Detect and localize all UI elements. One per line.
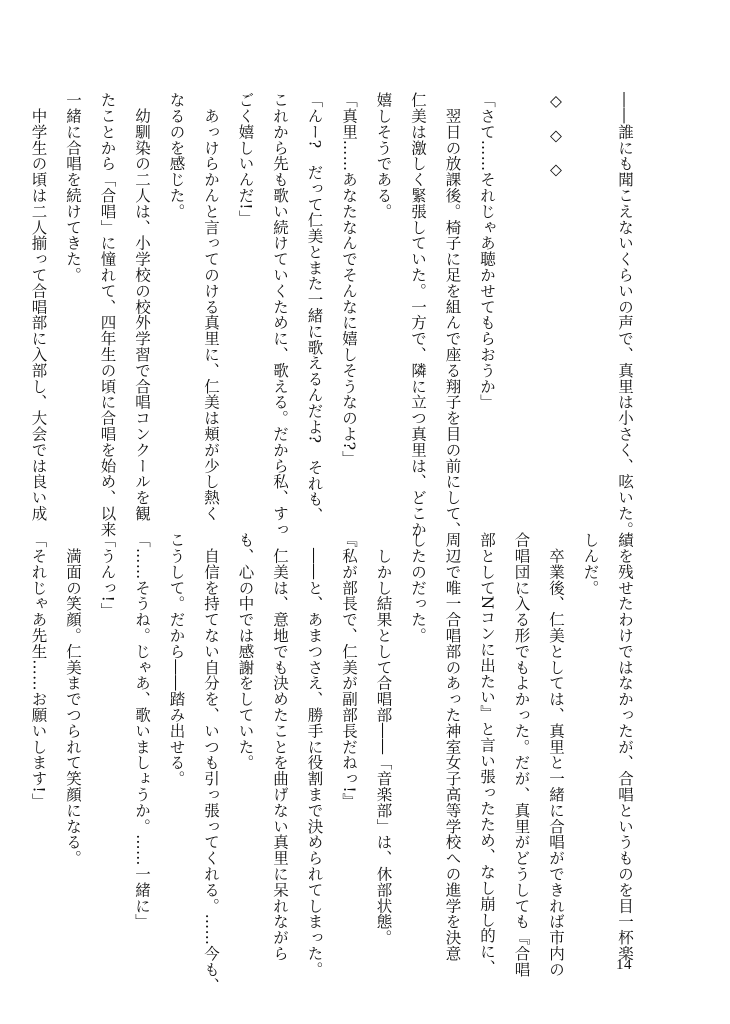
text-line: 卒業後、仁美としては、真里と一緒に合唱ができれば市内の [547,532,565,978]
text-line: 翌日の放課後。椅子に足を組んで座る翔子を目の前にして、 [443,92,462,538]
text-line: 「それじゃあ先生……お願いします!」 [29,532,48,809]
text-block-upper [29,92,642,538]
text-line: したのだった。 [409,532,427,644]
text-line: あっけらかんと言ってのける真里に、仁美は頬が少し熱く [202,92,220,522]
text-line: 『私が部長で、仁美が副部長だねっ!』 [340,532,358,809]
text-line: 仁美は、意地でも決めたことを曲げない真里に呆れながら [271,532,289,962]
text-line: しんだ。 [581,532,600,596]
text-line: 自信を持てない自分を、いつも引っ張ってくれる。……今も、 [202,532,220,994]
text-line: 中学生の頃は二人揃って合唱部に入部し、大会では良い成 [29,92,48,522]
text-line: 「さて……それじゃあ聴かせてもらおうか」 [478,92,496,410]
text-line: 「うんっ!」 [98,532,117,619]
text-line: たことから「合唱」に憧れて、四年生の頃に合唱を始め、以来 [98,92,117,538]
text-line: 績を残せたわけではなかったが、合唱というものを目一杯楽 [616,532,634,962]
text-line: 「真里……あなたなんでそんなに嬉しそうなのよ?」 [340,92,358,467]
text-line [573,92,608,502]
text-line: 仁美は激しく緊張していた。一方で、隣に立つ真里は、どこか [409,92,427,538]
text-line: こうして。だから――踏み出せる。 [167,532,186,787]
text-line: 「んー? だって仁美とまた一緒に歌えるんだよ? それも、 [305,92,324,523]
text-line: ――と、あまつさえ、勝手に役割まで決められてしまった。 [305,532,324,978]
text-line: これから先も歌い続けていくために、歌える。だから私、すっ [271,92,289,538]
text-line: ――誰にも聞こえないくらいの声で、真里は小さく、呟いた。 [616,92,634,538]
text-line: 合唱団に入る形でもよかった。だが、真里がどうしても『合唱 [512,532,531,978]
text-line: 嬉しそうである。 [374,92,393,220]
text-line: 満面の笑顔。仁美までつられて笑顔になる。 [64,532,82,866]
text-line: 部としてNコンに出たい』と言い張ったため、なし崩し的に、 [478,532,496,976]
text-line: ごく嬉しいんだ!」 [236,92,255,226]
text-line: 周辺で唯一合唱部のあった神室女子高等学校への進学を決意 [443,532,462,962]
text-line [504,92,539,502]
text-line: ◇ ◇ ◇ [547,92,565,179]
text-line: 一緒に合唱を続けてきた。 [64,92,82,283]
text-line: なるのを感じた。 [167,92,186,220]
text-line: 幼馴染の二人は、小学校の校外学習で合唱コンクールを観 [133,92,151,522]
page-number: 14 [616,957,632,973]
text-line: しかし結果として合唱部――「音楽部」は、休部状態。 [374,532,393,946]
text-line: も、心の中では感謝をしていた。 [236,532,255,771]
text-line: 「……そうね。じゃあ、歌いましょうか。……一緒に」 [133,532,151,930]
